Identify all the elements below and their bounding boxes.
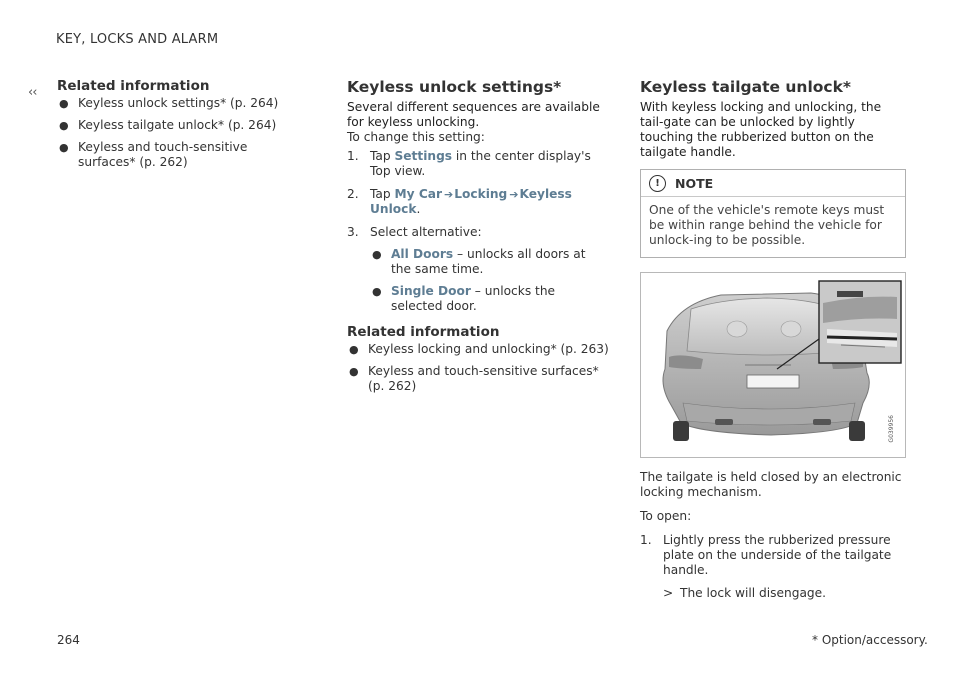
single-door-link[interactable]: Single Door [391,284,471,298]
bullet-icon: ● [372,248,382,261]
note-body: One of the vehicle's remote keys must be within range behind the vehicle for unlock-ing to be possible. [649,203,885,247]
keyless-unlock-settings-column [347,78,609,401]
result-arrow-icon: > [663,586,674,600]
step-3: 3. Select alternative: ● All Doors – unlocks all doors at the same time. ● Single Door – unlocks the selected door. [347,225,609,314]
tailgate-illustration [640,272,906,458]
bullet-icon: ● [59,119,69,132]
related-link[interactable]: ● Keyless unlock settings* (p. 264) [59,96,279,110]
bullet-icon: ● [349,343,359,356]
option-single-door: ● Single Door – unlocks the selected door. [372,284,556,313]
bullet-icon: ● [372,285,382,298]
related-link[interactable]: ● Keyless and touch-sensitive surfaces* (p. 262) [349,364,599,393]
bullet-icon: ● [349,365,359,378]
note-title: NOTE [675,176,714,191]
change-text: To change this setting: [347,130,485,144]
note-header [641,170,905,197]
related-link[interactable]: ● Keyless tailgate unlock* (p. 264) [59,118,277,132]
intro-text: Several different sequences are available for keyless unlocking. [347,100,600,129]
section-title: Keyless tailgate unlock* [640,78,852,96]
related-info-heading: Related information [57,78,210,94]
footer-note: * Option/accessory. [812,633,928,647]
page-number: 264 [57,633,80,647]
section-header: KEY, LOCKS AND ALARM [56,32,219,47]
step-1: 1. Tap Settings in the center display's Top view. [347,149,591,178]
all-doors-link[interactable]: All Doors [391,247,454,261]
section-title: Keyless unlock settings* [347,78,562,96]
to-open-text: To open: [640,509,692,523]
option-all-doors: ● All Doors – unlocks all doors at the same time. [372,247,586,276]
settings-link[interactable]: Settings [394,149,453,163]
step-2: 2. Tap My Car ➔Locking ➔Keyless Unlock. [347,187,572,216]
right-arrow-icon: ➔ [444,188,454,201]
related-info-column [57,78,302,177]
locking-link[interactable]: Locking [454,187,508,201]
keyless-tailgate-column [640,78,908,609]
related-link[interactable]: ● Keyless locking and unlocking* (p. 263) [349,342,609,356]
held-text: The tailgate is held closed by an electronic locking mechanism. [640,470,902,499]
bullet-icon: ● [59,141,69,154]
open-step-1: 1. Lightly press the rubberized pressure plate on the underside of the tailgate handle. > The lock will disengage. [640,533,908,601]
back-chevron-icon[interactable]: ‹‹ [28,85,37,100]
related-info-heading: Related information [347,324,500,340]
figure-code: G039956 [888,415,895,443]
intro-text: With keyless locking and unlocking, the tail-gate can be unlocked by lightly touching the rubberized button on the tailgate handle. [640,100,882,159]
keyless-unlock-link[interactable]: Keyless Unlock [370,187,572,216]
step-result: > The lock will disengage. [663,586,827,600]
my-car-link[interactable]: My Car [394,187,443,201]
car-rear-illustration [641,273,905,457]
related-link[interactable]: ● Keyless and touch-sensitive surfaces* (p. 262) [59,140,248,169]
info-circle-icon: ! [649,175,666,192]
bullet-icon: ● [59,97,69,110]
right-arrow-icon: ➔ [509,188,519,201]
note-box [640,169,906,258]
